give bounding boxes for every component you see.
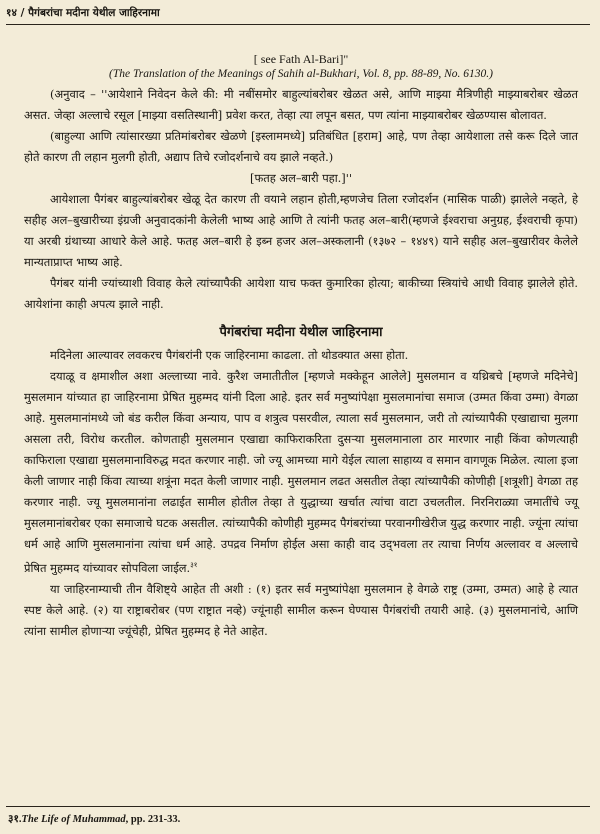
running-header: १४ / पैगंबरांचा मदीना येथील जाहिरनामा: [6, 6, 590, 25]
paragraph-commentary: आयेशाला पैगंबर बाहुल्यांबरोबर खेळू देत कारण ती वयाने लहान होती,म्हणजेच तिला रजोदर्शन (मासिक पाळी) झालेले नव्हते, हे सहीह अल–बुखारीच्या इंग्रजी अनुवादकांनी केलेली भाष्य आहे आणि ते त्यांनी फतह अल–बारी(म्हणजे ईश्वराचा अनुग्रह, ईश्वराची कृपा) या अरबी ग्रंथाच्या आधारे केले आहे. फतह अल–बारी हे इब्न हजर अल–अस्कलानी (१३७२ – १४४९) याने सहीह अल–बुखारीवर केलेले मान्यताप्राप्त भाष्य आहे.: [24, 192, 578, 269]
footnote-marker: ३१: [190, 561, 198, 569]
footnote: [8, 812, 180, 826]
section-paragraph-intro: मदिनेला आल्यावर लवकरच पैगंबरांनी एक जाहिरनामा काढला. तो थोडक्यात असा होता.: [50, 348, 409, 362]
footnote-number: ३१.: [8, 814, 22, 825]
page-body: [24, 52, 578, 642]
charter-text: दयाळू व क्षमाशील अशा अल्लाच्या नावे. कुरैश जमातीतील [म्हणजे मक्केहून आलेले] मुसलमान व यथ्रिबचे [म्हणजे मदिनेचे] मुसलमान यांच्यात हा जाहिरनामा प्रेषित मुहम्मद यांनी दिला आहे. इतर सर्व मनुष्यांपेक्षा मुसलमानांचा समाज (उम्मत किंवा उम्मा) वेगळा आहे. मुसलमानांमध्ये जो बंड करील किंवा अन्याय, पाप व शत्रुत्व पसरवील, त्याला सर्व मुसलमान, जरी तो त्यांच्यापैकी एखाद्याचा मुलगा असला तरी, विरोध करतील. कोणताही मुसलमान एखाद्या काफिराकरिता दुसऱ्या मुसलमानाला ठार मारणार नाही किंवा कोणत्याही काफिराला एखाद्या मुसलमानाविरुद्ध मदत करणार नाही. जो ज्यू आमच्या मागे येईल त्याला साहाय्य व समान वागणूक मिळेल. त्याला इजा केली जाणार नाही किंवा त्याच्या शत्रूंना मदत केली जाणार नाही. मुसलमान लढत असतील तेव्हा त्यांच्यापैकी कोणीही [शत्रूशी] वेगळा तह करणार नाही. ज्यू मुसलमानांना लढाईत सामील होतील तेव्हा ते युद्धाच्या खर्चात त्यांचा वाटा उचलतील. निरनिराळ्या जमातींचे ज्यू मुसलमानांबरोबर एका समाजाचे घटक असतील. त्यांच्यापैकी कोणीही मुहम्मद पैगंबरांच्या परवानगीखेरीज युद्ध करणार नाही. ज्यूंना त्यांचा धर्म आहे आणि मुसलमानांना त्यांचा धर्म आहे. उपद्रव निर्माण होईल असा काही वाद उद्‌भवला तर त्याचा निर्णय अल्लावर व अल्लाचे प्रेषित मुहम्मद यांच्यावर सोपविला जाईल.: [24, 369, 578, 575]
reference-source: [ see Fath Al-Bari]": [253, 52, 349, 66]
section-title: पैगंबरांचा मदीना येथील जाहिरनामा: [219, 325, 383, 340]
section-paragraph-features: या जाहिरनाम्याची तीन वैशिष्ट्ये आहेत ती अशी : (१) इतर सर्व मनुष्यांपेक्षा मुसलमान हे वेगळे राष्ट्र (उम्मा, उम्मत) आहे हे त्यात स्पष्ट केले आहे. (२) या राष्ट्राबरोबर (पण राष्ट्रात नव्हे) ज्यूंनाही सामील करून घेण्यास पैगंबरांची तयारी आहे. (३) मुसलमानांचे, आणि त्यांना सामील होणाऱ्या ज्यूंचेही, प्रेषित मुहम्मद हे नेते आहेत.: [24, 581, 578, 638]
paragraph-marriage: पैगंबर यांनी ज्यांच्याशी विवाह केले त्यांच्यापैकी आयेशा याच फक्त कुमारिका होत्या; बाकीच्या स्त्रियांचे आधी विवाह झालेले होते. आयेशांना काही अपत्य झाले नाही.: [24, 276, 578, 311]
footnote-divider: [6, 806, 590, 807]
footnote-title: The Life of Muhammad: [21, 814, 126, 825]
reference-citation: (The Translation of the Meanings of Sahih al-Bukhari, Vol. 8, pp. 88-89, No. 6130.): [109, 68, 493, 80]
section-paragraph-charter: [24, 366, 578, 579]
paragraph-note: (बाहुल्या आणि त्यांसारख्या प्रतिमांबरोबर खेळणे [इस्लाममध्ये] प्रतिबंधित [हराम] आहे, पण तेव्हा आयेशाला तसे करू दिले जात होते कारण ती लहान मुलगी होती, अद्याप तिचे रजोदर्शनाचे वय झाले नव्हते.): [24, 129, 578, 164]
footnote-pages: , pp. 231-33.: [125, 814, 181, 825]
paragraph-translation: (अनुवाद – ''आयेशाने निवेदन केले की: मी नबींसमोर बाहुल्यांबरोबर खेळत असे, आणि माझ्या मैत्रिणीही माझ्याबरोबर खेळत असत. जेव्हा अल्लाचे रसूल [माझ्या वसतिस्थानी] प्रवेश करत, तेव्हा त्या लपून बसत, पण त्यांना माझ्याबरोबर खेळण्यास बोलावत.: [24, 87, 578, 122]
paragraph-see-reference: [फतह अल–बारी पहा.]'': [250, 171, 352, 185]
